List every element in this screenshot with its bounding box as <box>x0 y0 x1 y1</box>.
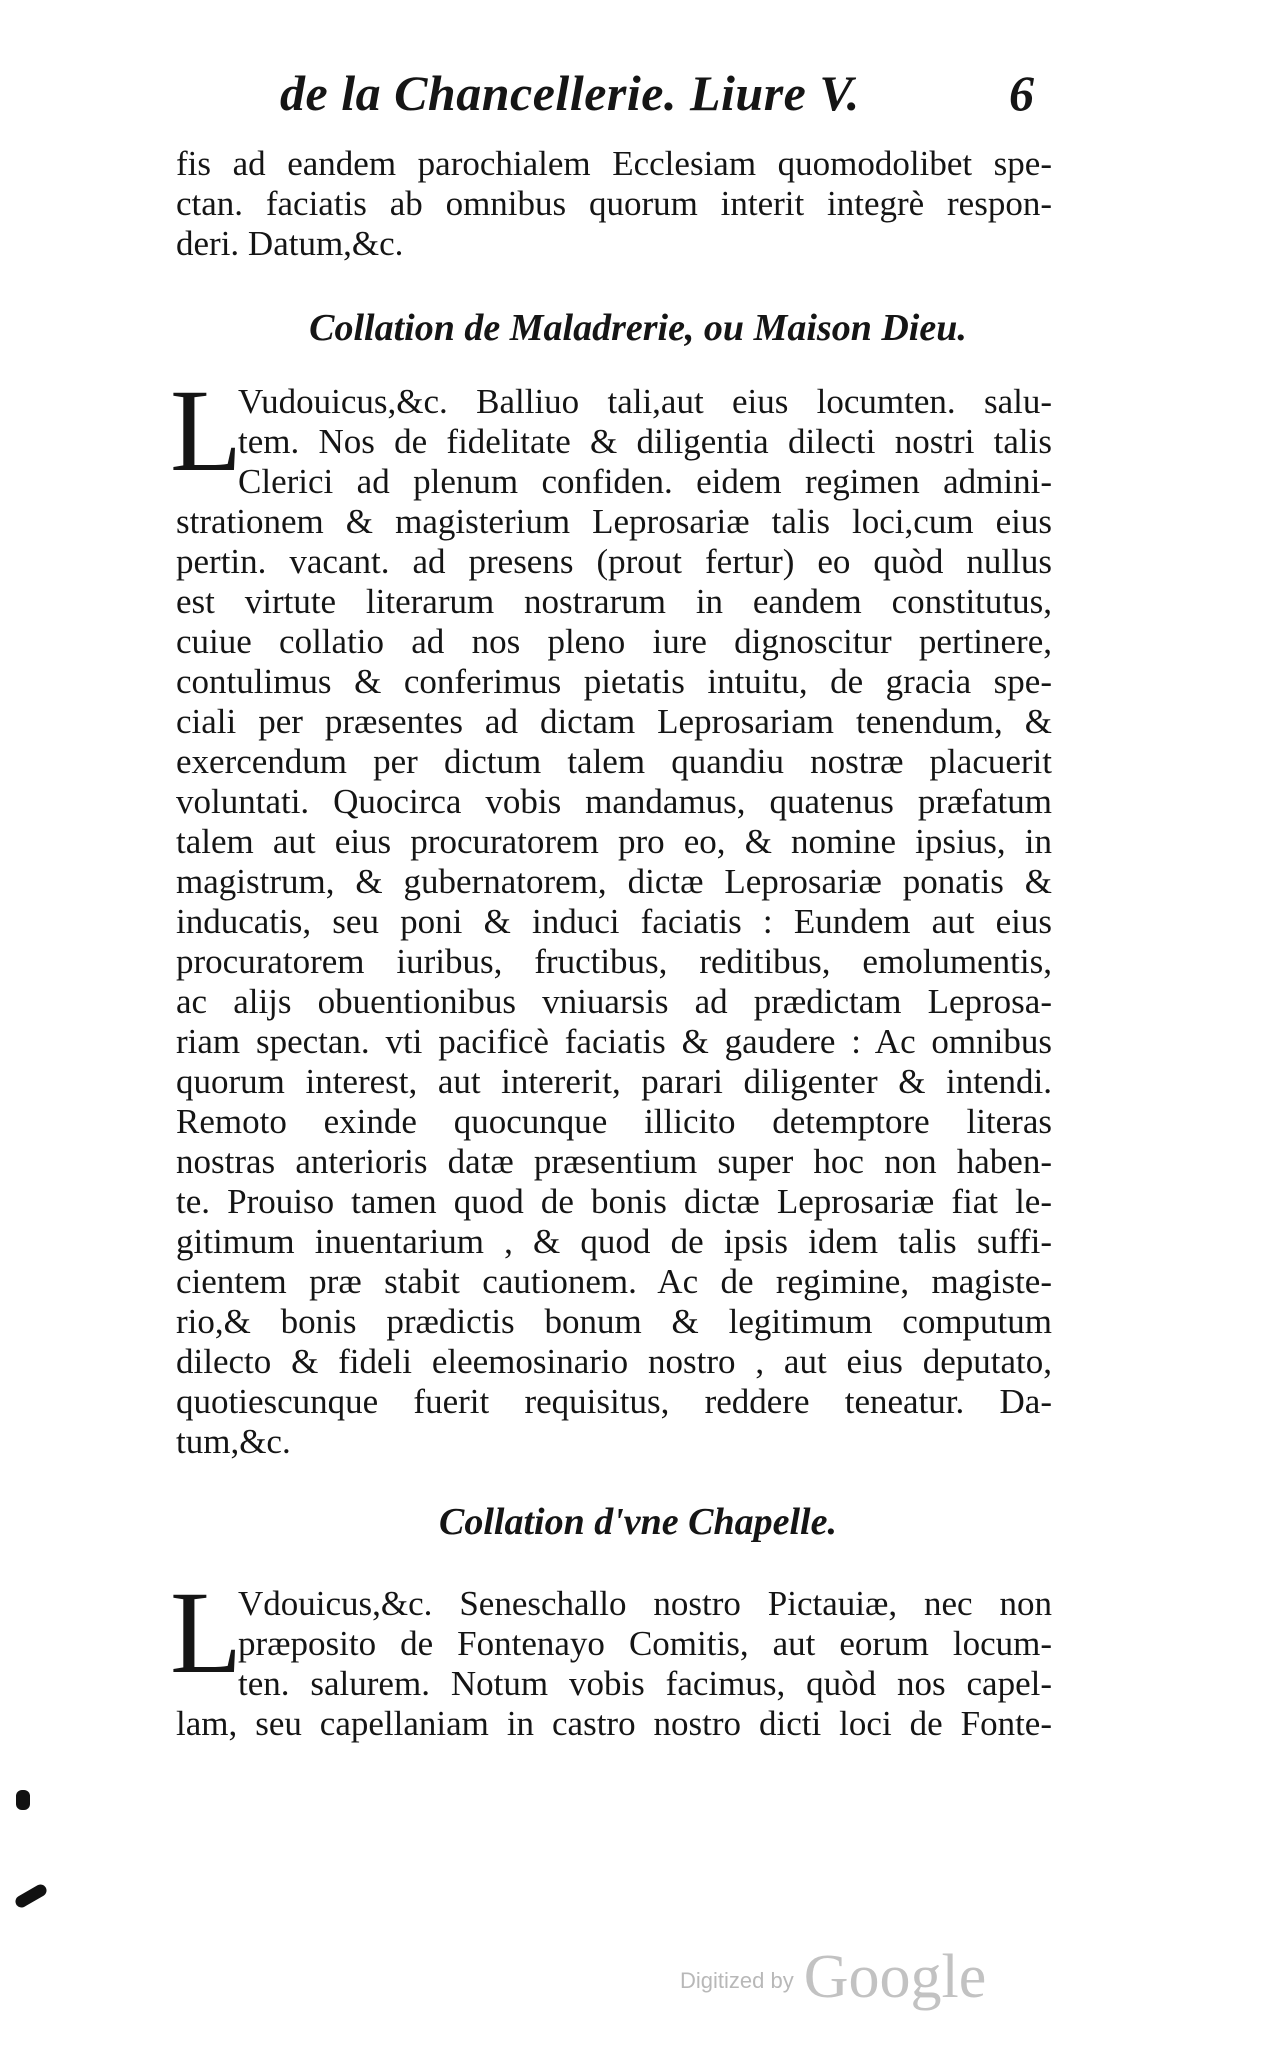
text-line: tem. Nos de fidelitate & diligentia dilecti nostri talis <box>238 422 1052 461</box>
text-line: ciali per præsentes ad dictam Leprosariam tenendum, & <box>176 702 1052 741</box>
text-line: procuratorem iuribus, fructibus, reditibus, emolumentis, <box>176 942 1052 981</box>
text-line: tum,&c. <box>176 1422 291 1461</box>
text-line: cientem præ stabit cautionem. Ac de regimine, magiste- <box>176 1262 1052 1301</box>
ink-blot <box>16 1790 30 1810</box>
section-title-maladrerie: Collation de Maladrerie, ou Maison Dieu. <box>309 307 967 349</box>
text-line: rio,& bonis prædictis bonum & legitimum computum <box>176 1302 1052 1341</box>
text-line: est virtute literarum nostrarum in eandem constitutus, <box>176 582 1052 621</box>
text-line: fis ad eandem parochialem Ecclesiam quomodolibet spe- <box>176 144 1052 183</box>
text-line: pertin. vacant. ad presens (prout fertur) eo quòd nullus <box>176 542 1052 581</box>
text-line: Vudouicus,&c. Balliuo tali,aut eius locumten. salu- <box>238 382 1052 421</box>
text-line: lam, seu capellaniam in castro nostro dicti loci de Fonte- <box>176 1704 1052 1743</box>
text-line: Vdouicus,&c. Seneschallo nostro Pictauiæ, nec non <box>238 1584 1052 1623</box>
text-line: ctan. faciatis ab omnibus quorum interit integrè respon- <box>176 184 1052 223</box>
drop-cap: L <box>170 1567 243 1698</box>
text-line: te. Prouiso tamen quod de bonis dictæ Leprosariæ fiat le- <box>176 1182 1052 1221</box>
page-header <box>280 64 1040 134</box>
text-line: deri. Datum,&c. <box>176 224 404 263</box>
section-title-chapelle: Collation d'vne Chapelle. <box>439 1501 837 1543</box>
text-line: præposito de Fontenayo Comitis, aut eorum locum- <box>238 1624 1052 1663</box>
text-line: voluntati. Quocirca vobis mandamus, quatenus præfatum <box>176 782 1052 821</box>
text-line: strationem & magisterium Leprosariæ talis loci,cum eius <box>176 502 1052 541</box>
ink-blot <box>13 1882 48 1909</box>
watermark-digitized-text: Digitized by <box>680 1968 794 1993</box>
text-line: quorum interest, aut intererit, parari diligenter & intendi. <box>176 1062 1052 1101</box>
text-line: quotiescunque fuerit requisitus, reddere teneatur. Da- <box>176 1382 1052 1421</box>
text-line: ac alijs obuentionibus vniuarsis ad prædictam Leprosa- <box>176 982 1052 1021</box>
text-line: nostras anterioris datæ præsentium super hoc non haben- <box>176 1142 1052 1181</box>
drop-cap: L <box>170 365 243 496</box>
text-line: Clerici ad plenum confiden. eidem regimen admini- <box>238 462 1052 501</box>
text-line: magistrum, & gubernatorem, dictæ Leprosariæ ponatis & <box>176 862 1052 901</box>
digitized-by-google-watermark <box>680 1938 1040 2011</box>
text-line: Remoto exinde quocunque illicito detemptore literas <box>176 1102 1052 1141</box>
text-line: dilecto & fideli eleemosinario nostro , aut eius deputato, <box>176 1342 1052 1381</box>
page-number: 6 <box>1009 65 1034 121</box>
text-line: talem aut eius procuratorem pro eo, & nomine ipsius, in <box>176 822 1052 861</box>
text-line: gitimum inuentarium , & quod de ipsis idem talis suffi- <box>176 1222 1052 1261</box>
text-line: exercendum per dictum talem quandiu nostræ placuerit <box>176 742 1052 781</box>
text-line: riam spectan. vti pacificè faciatis & gaudere : Ac omnibus <box>176 1022 1052 1061</box>
text-line: ten. salurem. Notum vobis facimus, quòd nos capel- <box>238 1664 1052 1703</box>
google-logo: Google <box>803 1943 987 2011</box>
running-head: de la Chancellerie. Liure V. <box>280 65 860 121</box>
text-line: inducatis, seu poni & induci faciatis : Eundem aut eius <box>176 902 1052 941</box>
text-line: cuiue collatio ad nos pleno iure dignoscitur pertinere, <box>176 622 1052 661</box>
text-line: contulimus & conferimus pietatis intuitu, de gracia spe- <box>176 662 1052 701</box>
